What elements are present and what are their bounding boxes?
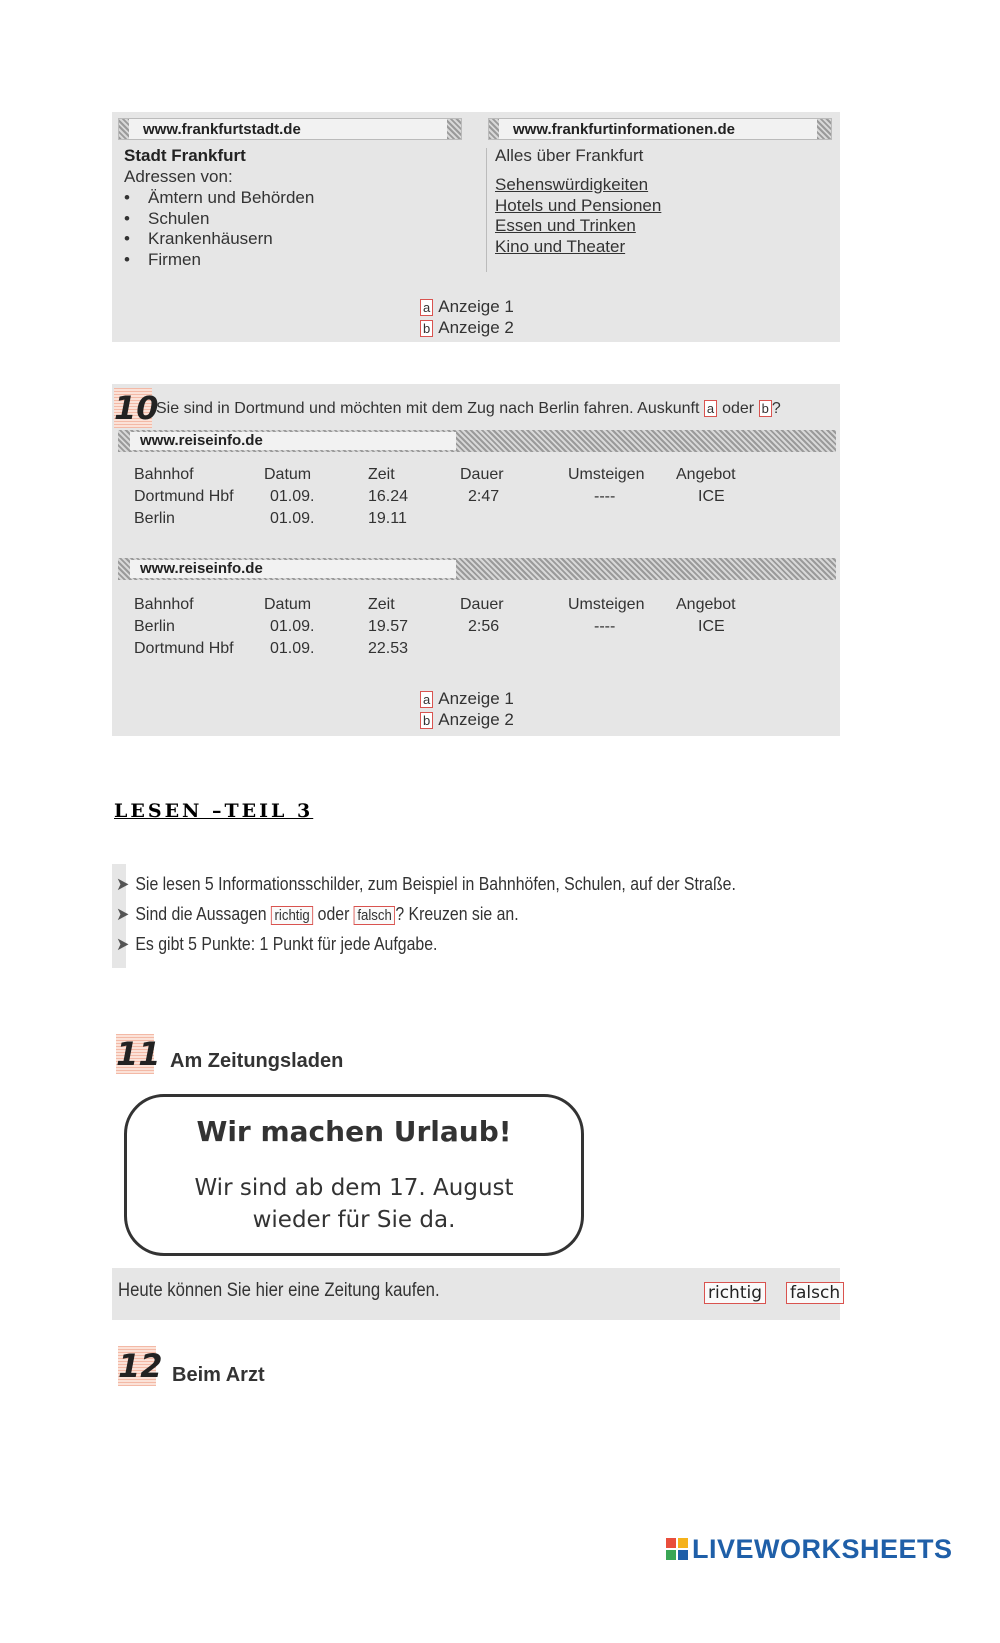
table-row: Dortmund Hbf 01.09. 22.53 [134,640,409,657]
logo-text: LIVEWORKSHEETS [692,1533,953,1564]
ad-divider [486,148,487,272]
train-table-b [134,594,756,660]
task10-panel [112,384,840,736]
ad-a-title: Stadt Frankfurt [124,146,246,165]
train-ad-b-url: www.reiseinfo.de [140,560,263,577]
instruction-line-1: ➤ Sie lesen 5 Informationsschilder, zum Beispiel in Bahnhöfen, Schulen, auf der Straße. [116,874,736,894]
sign-line-1: Wir sind ab dem 17. August [194,1175,514,1201]
task9-options [420,296,514,338]
table-header: Bahnhof Datum Zeit Dauer Umsteigen Angebot [134,596,736,613]
task9-panel [112,112,840,342]
sign-heading: Wir machen Urlaub! [196,1115,512,1148]
list-item: • Ämtern und Behörden [124,188,315,207]
list-item: • Schulen [124,208,210,228]
task12-number-badge: 12 [118,1347,163,1385]
train-table-a [134,464,756,530]
question-option-a: a [704,400,717,417]
falsch-button[interactable]: falsch [786,1282,844,1304]
ad-a-subtitle: Adressen von: [124,167,233,186]
task12-location: Beim Arzt [172,1364,265,1386]
ad-b-link[interactable]: Sehenswürdigkeiten [495,175,649,194]
ad-b-link[interactable]: Kino und Theater [495,237,626,257]
list-item: • Krankenhäusern [124,229,273,249]
task11-location: Am Zeitungsladen [170,1050,344,1072]
task10-options [420,688,514,730]
train-ad-a-url-bar [118,430,836,452]
ad-b-title: Alles über Frankfurt [495,146,644,165]
arrow-icon: ➤ [116,874,130,894]
ad-a-url-bar [118,118,462,140]
ad-b-link[interactable]: Essen und Trinken [495,216,636,236]
option-b[interactable]: b Anzeige 2 [420,709,514,730]
ad-b-link-list [495,175,661,258]
richtig-button[interactable]: richtig [704,1282,766,1304]
richtig-label-box: richtig [271,906,313,925]
option-a[interactable]: a Anzeige 1 [420,296,514,317]
table-row: Berlin 01.09. 19.11 [134,510,407,527]
ad-a-url: www.frankfurtstadt.de [143,121,301,138]
train-ad-a-url: www.reiseinfo.de [140,432,263,449]
option-b[interactable]: b Anzeige 2 [420,317,514,338]
task11-number-badge: 11 [116,1035,161,1073]
ad-b-link[interactable]: Hotels und Pensionen [495,195,662,215]
table-header: Bahnhof Datum Zeit Dauer Umsteigen Angebot [134,466,736,483]
ad-b-url-bar [488,118,832,140]
sign-line-2: wieder für Sie da. [252,1207,456,1233]
instructions-panel [112,864,802,968]
ad-b-url: www.frankfurtinformationen.de [513,121,735,138]
instruction-line-3: ➤ Es gibt 5 Punkte: 1 Punkt für jede Aufgabe. [116,934,438,954]
table-row: Dortmund Hbf 01.09. 16.24 2:47 ---- ICE [134,488,725,505]
question-option-b: b [759,400,772,417]
sign-board [124,1094,584,1256]
arrow-icon: ➤ [116,934,130,954]
task10-number-badge: 10 [114,389,159,427]
arrow-icon: ➤ [116,904,130,924]
falsch-label-box: falsch [354,906,396,925]
instruction-line-2: ➤ Sind die Aussagen richtig oder falsch ? Kreuzen sie an. [116,904,519,924]
task11-statement: Heute können Sie hier eine Zeitung kaufen. [118,1280,440,1301]
section-title: LESEN –TEIL 3 [114,800,314,822]
task11-statement-bar [112,1268,840,1320]
option-a[interactable]: a Anzeige 1 [420,688,514,709]
logo-icon [666,1538,688,1560]
list-item: • Firmen [124,250,201,270]
train-ad-b-url-bar [118,558,836,580]
ad-a-bullet-list [124,188,314,271]
table-row: Berlin 01.09. 19.57 2:56 ---- ICE [134,618,725,635]
liveworksheets-logo [666,1534,953,1564]
task10-question: Sie sind in Dortmund und möchten mit dem Zug nach Berlin fahren. Auskunft a oder b ? [156,400,781,417]
